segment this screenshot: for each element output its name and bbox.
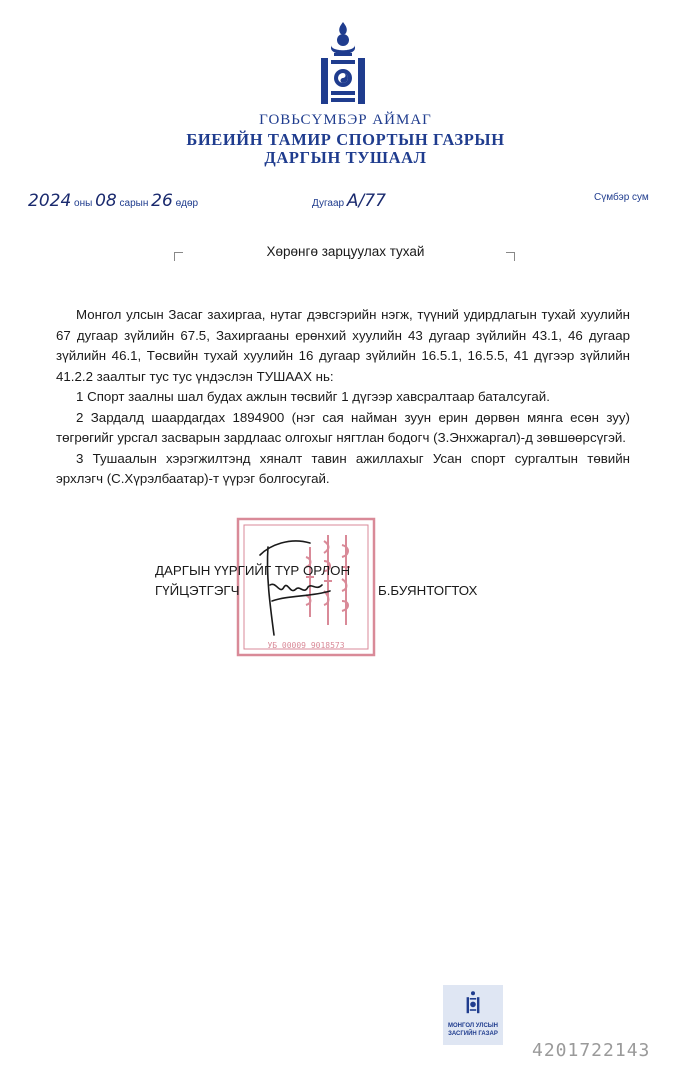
organization-name: БИЕИЙН ТАМИР СПОРТЫН ГАЗРЫН <box>186 130 505 149</box>
government-logo <box>443 985 503 1045</box>
body-item-2: 2 Зардалд шаардагдах 1894900 (нэг сая найман зуун ерин дөрвөн мянга есөн зуу) төгрөгийг урсгал засварын зардлаас олгохыг нягтлан бодогч (З.Энхжаргал)-д зөвшөөрсүгэй. <box>56 409 630 445</box>
order-subject: Хөрөнгө зарцуулах тухай <box>266 244 425 259</box>
location: Сүмбэр сум <box>594 192 649 203</box>
order-number <box>312 191 386 211</box>
body-item-3: 3 Тушаалын хэрэгжилтэнд хяналт тавин ажиллахыг Усан спорт сургалтын төвийн эрхлэгч (С.Хүрэлбаатар)-т үүрэг болгосугай. <box>56 450 630 486</box>
signatory-title-1: ДАРГЫН ҮҮРГИЙГ ТҮР ОРЛОН <box>155 563 351 578</box>
document-barcode-number: 4201722143 <box>532 1040 651 1061</box>
government-soyombo-icon <box>465 990 481 1014</box>
logo-text-1: МОНГОЛ УЛСЫН <box>448 1023 498 1029</box>
order-number-label: Дугаар <box>312 198 345 209</box>
aimag-name: ГОВЬСҮМБЭР АЙМАГ <box>259 112 432 128</box>
date-day-suffix: өдөр <box>175 198 199 209</box>
order-type: ДАРГЫН ТУШААЛ <box>264 148 427 167</box>
date-month-suffix: сарын <box>119 198 149 209</box>
body-preamble: Монгол улсын Засаг захиргаа, нутаг дэвсгэрийн нэгж, түүний удирдлагын тухай хуулийн 67 дугаар зүйлийн 67.5, Захиргааны ерөнхий хуулийн 43 дугаар зүйлийн 43.1, 46 дугаар зүйлийн 46.1, Төсвийн тухай хуулийн 16 дугаар зүйлийн 16.5.1, 16.5.5, 41 дүгээр зүйлийн 41.2.2 заалтыг тус тус үндэслэн ТУШААХ нь: <box>56 307 630 384</box>
soyombo-emblem-icon <box>318 20 368 108</box>
stamp-number: УБ 00009 9018573 <box>267 641 345 650</box>
date-year: 2024 <box>28 191 72 211</box>
logo-text-2: ЗАСГИЙН ГАЗАР <box>448 1031 498 1037</box>
date-year-suffix: оны <box>74 198 93 209</box>
date-line <box>28 191 198 211</box>
signatory-name: Б.БУЯНТОГТОХ <box>378 583 478 598</box>
date-day: 26 <box>151 191 173 211</box>
signatory-title-2: ГҮЙЦЭТГЭГЧ <box>155 583 240 598</box>
body-item-1: 1 Спорт заалны шал будах ажлын төсвийг 1 дүгээр хавсралтаар баталсугай. <box>76 389 550 404</box>
handwritten-signature-icon <box>250 525 340 645</box>
order-number-value: А/77 <box>346 191 386 211</box>
date-month: 08 <box>95 191 117 211</box>
order-body <box>56 305 630 490</box>
